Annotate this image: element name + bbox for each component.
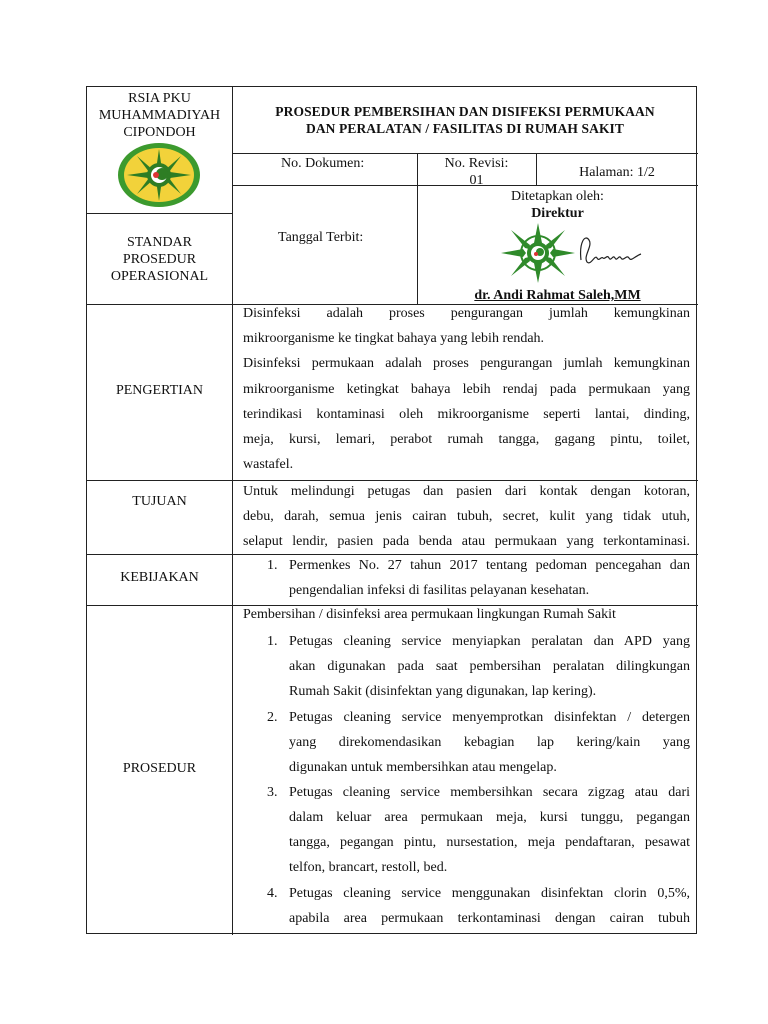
hospital-name: RSIA PKU MUHAMMADIYAH CIPONDOH [98, 91, 221, 140]
text-line: tangga, pegangan pintu, nursestation, meja pendaftaran, pesawat [289, 835, 690, 850]
text-line: mikroorganisme ketingkat bahaya lebih rendaj pada permukaan yang [243, 382, 690, 397]
jabatan: Direktur [531, 206, 584, 221]
section-label-prosedur: PROSEDUR [122, 761, 197, 776]
text-line: apabila area permukaan terkontaminasi dengan cairan tubuh [289, 911, 690, 926]
text-line: Disinfeksi adalah proses pengurangan jumlah kemungkinan [243, 306, 690, 321]
sop-document [86, 86, 697, 934]
row-divider [87, 213, 232, 214]
text-line: dalam keluar area permukaan meja, kursi tunggu, pegangan [289, 810, 690, 825]
text-line: pengendalian infeksi di fasilitas pelayanan kesehatan. [289, 583, 590, 598]
text-line: Permenkes No. 27 tahun 2017 tentang pedoman pencegahan dan [289, 558, 690, 573]
row-divider [87, 480, 698, 481]
text-line: debu, darah, semua jenis cairan tubuh, secret, kulit yang tidak utuh, [243, 509, 690, 524]
stamp-icon [499, 221, 577, 285]
tanggal-terbit-label: Tanggal Terbit: [278, 230, 364, 245]
text-line: digunakan untuk membersihkan atau mengelap. [289, 760, 557, 775]
section-label-tujuan: TUJUAN [132, 494, 187, 509]
list-number: 4. [267, 886, 278, 901]
signature-icon [575, 230, 645, 272]
text-line: Petugas cleaning service menyiapkan peralatan dan APD yang [289, 634, 690, 649]
text-line: terindikasi kontaminasi oleh mikroorganisme seperti lantai, dinding, [243, 407, 690, 422]
list-number: 2. [267, 710, 278, 725]
text-line: selaput lendir, pasien pada benda atau permukaan yang terkontaminasi. [243, 534, 690, 549]
text-line: Petugas cleaning service membersihkan secara zigzag atau dari [289, 785, 690, 800]
halaman: Halaman: 1/2 [579, 165, 655, 180]
text-line: Petugas cleaning service menggunakan disinfektan clorin 0,5%, [289, 886, 690, 901]
signatory-name: dr. Andi Rahmat Saleh,MM [474, 288, 641, 303]
document-title: PROSEDUR PEMBERSIHAN DAN DISIFEKSI PERMUKAAN DAN PERALATAN / FASILITAS DI RUMAH SAKIT [275, 104, 655, 136]
list-number: 1. [267, 634, 278, 649]
list-number: 1. [267, 558, 278, 573]
document-type: STANDAR PROSEDUR OPERASIONAL [110, 235, 209, 284]
ditetapkan-oleh: Ditetapkan oleh: [511, 189, 604, 204]
text-line: Disinfeksi permukaan adalah proses pengurangan jumlah kemungkinan [243, 356, 690, 371]
text-line: wastafel. [243, 457, 294, 472]
section-label-kebijakan: KEBIJAKAN [120, 570, 199, 585]
no-revisi: No. Revisi: 01 [444, 156, 509, 188]
text-line: telfon, brancart, restoll, bed. [289, 860, 448, 875]
text-line: meja, kursi, lemari, perabot rumah tangga, gagang pintu, toilet, [243, 432, 690, 447]
section-label-pengertian: PENGERTIAN [115, 383, 204, 398]
prosedur-intro: Pembersihan / disinfeksi area permukaan lingkungan Rumah Sakit [243, 607, 616, 622]
text-line: Untuk melindungi petugas dan pasien dari kontak dengan kotoran, [243, 484, 690, 499]
text-line: Rumah Sakit (disinfektan yang digunakan, lap kering). [289, 684, 597, 699]
text-line: akan digunakan pada saat pembersihan peralatan dilingkungan [289, 659, 690, 674]
row-divider [87, 554, 698, 555]
muhammadiyah-sun-logo [117, 142, 201, 208]
no-dokumen-label: No. Dokumen: [281, 156, 365, 171]
text-line: mikroorganisme ke tingkat bahaya yang lebih rendah. [243, 331, 545, 346]
list-number: 3. [267, 785, 278, 800]
row-divider [232, 153, 698, 154]
column-divider [232, 87, 233, 935]
text-line: yang direkomendasikan kebagian lap kering/kain yang [289, 735, 690, 750]
text-line: Petugas cleaning service menyemprotkan disinfektan / detergen [289, 710, 690, 725]
